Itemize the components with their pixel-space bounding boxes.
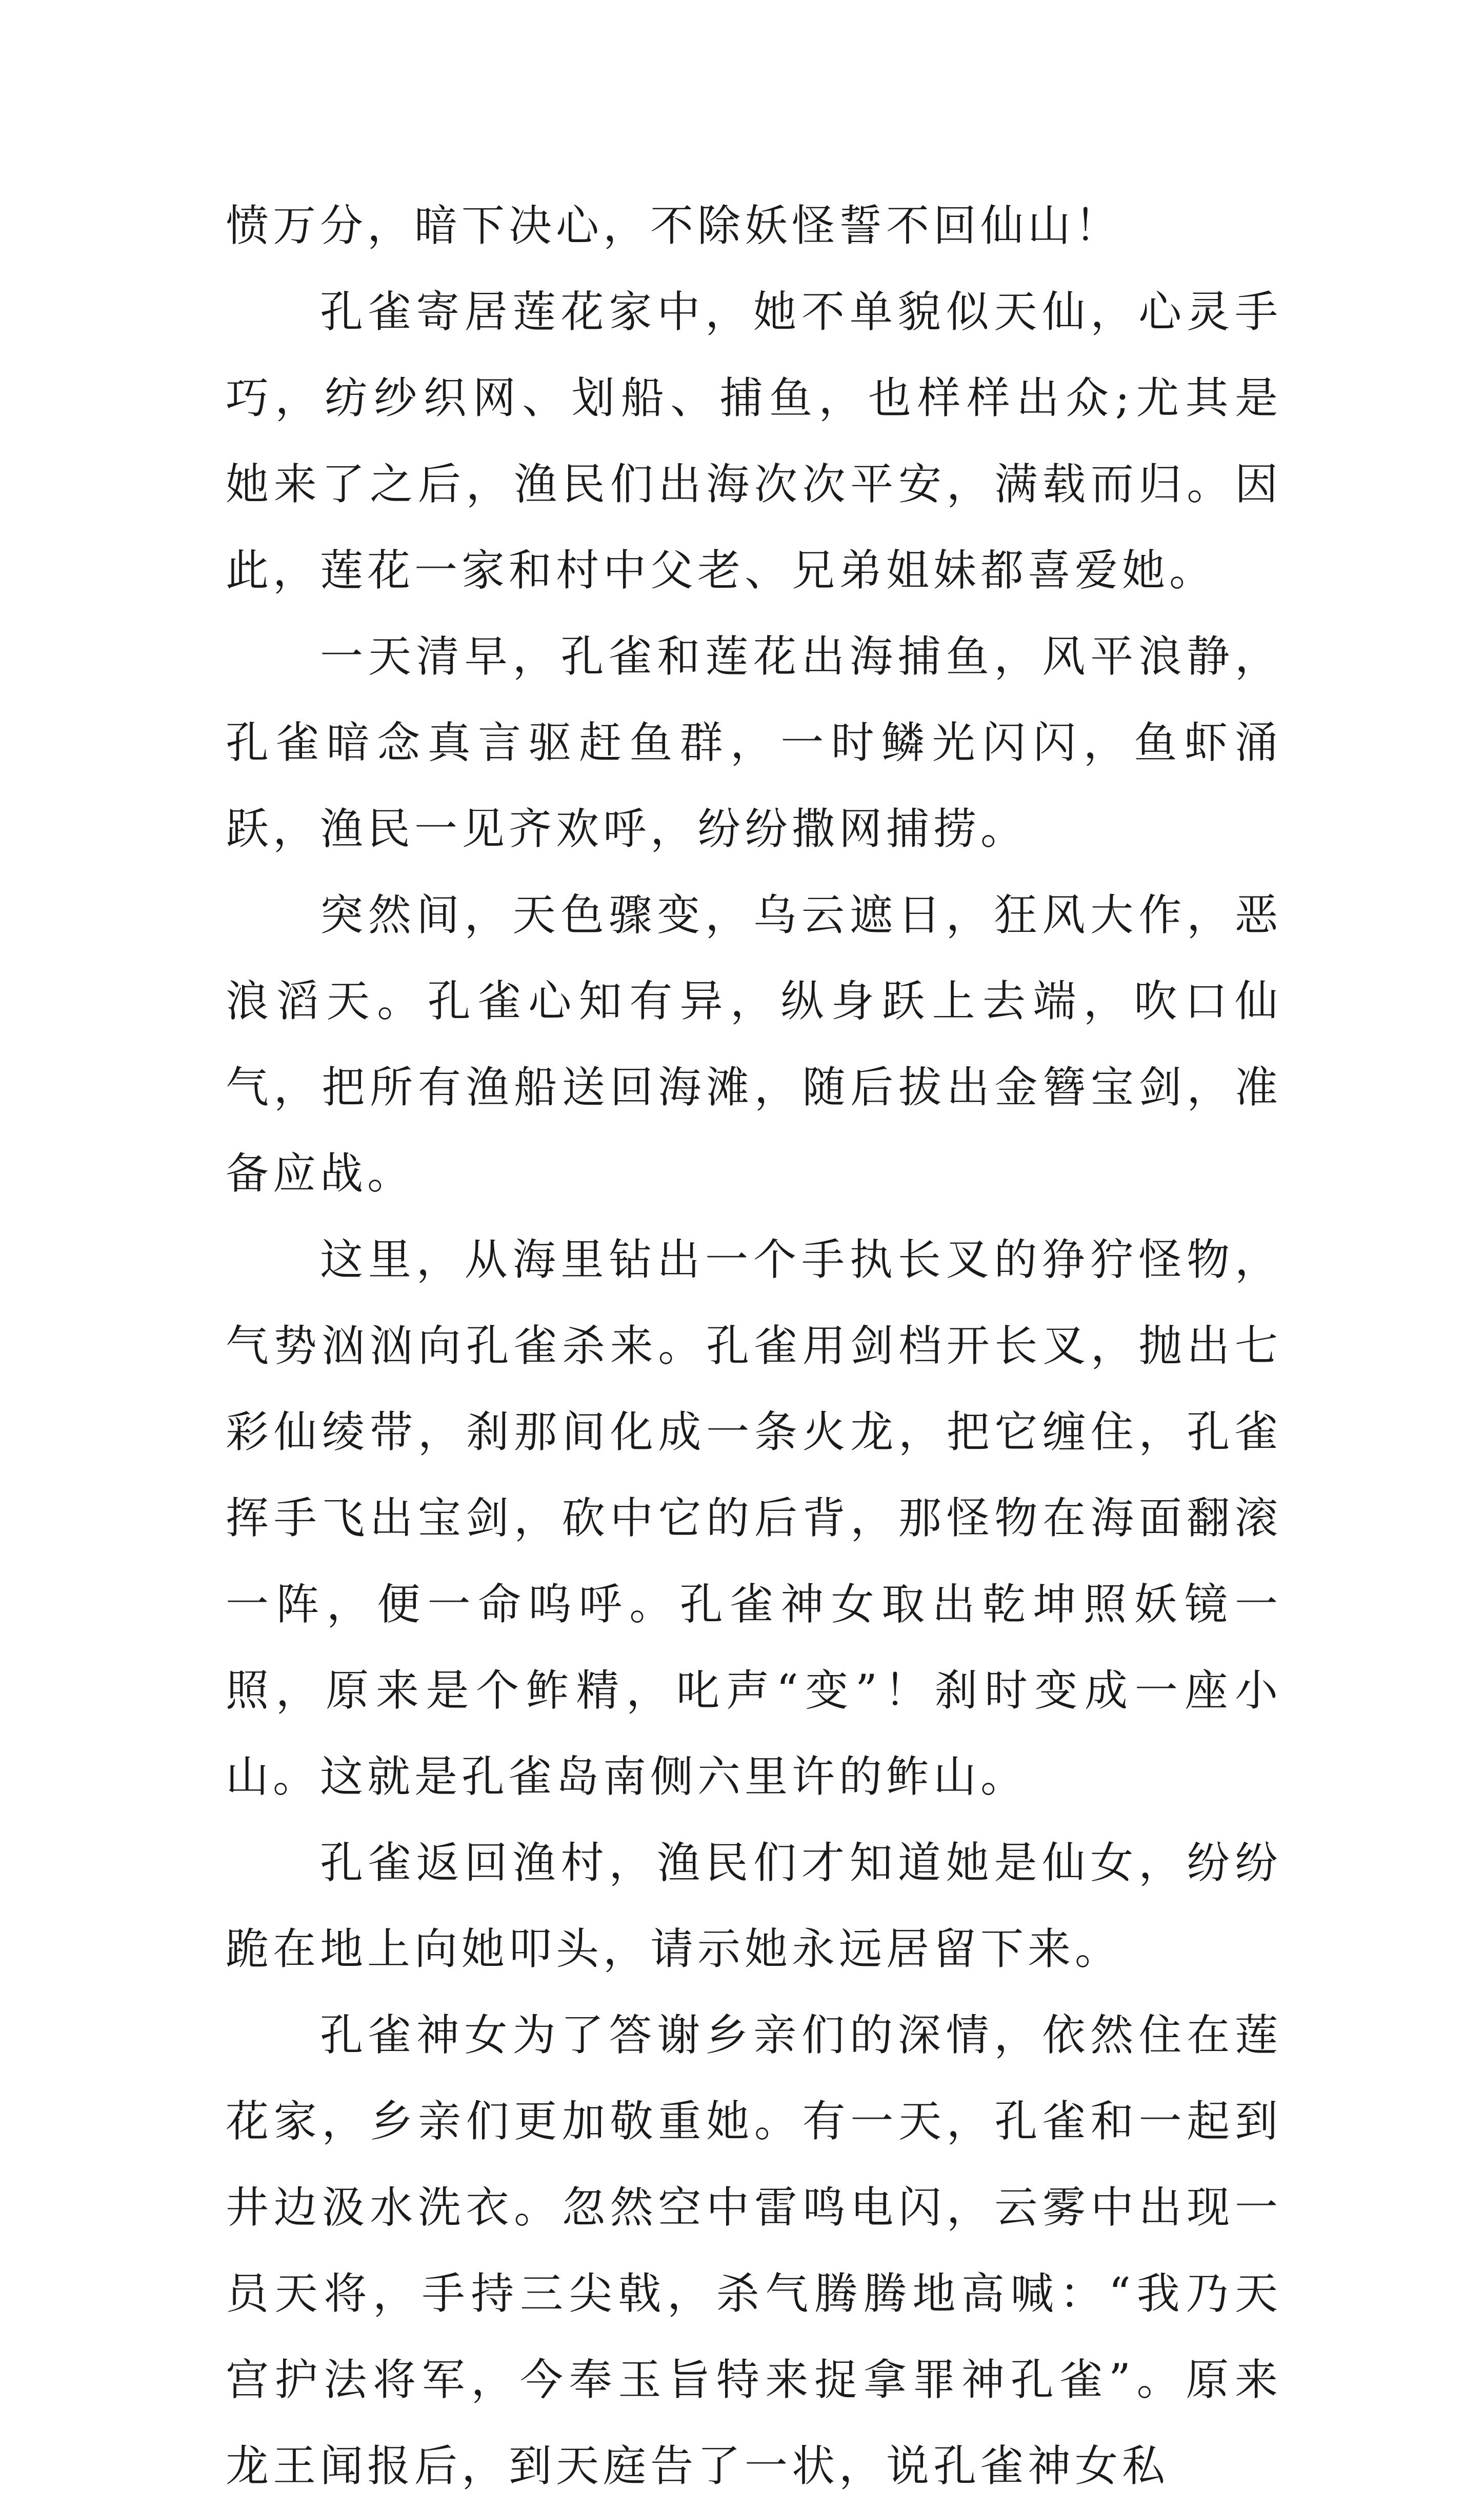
- paragraph: 孔雀寄居莲花家中，她不单貌似天仙，心灵手巧，纺纱织网、划船、捕鱼，也样样出众;尤其是她来了之后，渔民们出海次次平安，满载而归。因此，莲花一家和村中父老、兄弟姐妹都喜爱她。: [226, 287, 1282, 595]
- paragraph: 孔雀返回渔村，渔民们才知道她是仙女，纷纷跪在地上向她叩头，请示她永远居留下来。: [226, 1838, 1282, 1974]
- paragraph: 一天清早，孔雀和莲花出海捕鱼，风平浪静，孔雀暗念真言驱赶鱼群，一时鳞光闪闪，鱼虾涌跃，渔民一见齐欢呼，纷纷撒网捕捞。: [226, 631, 1282, 854]
- body-text: [226, 183, 1282, 2509]
- paragraph: 孔雀神女为了答谢乡亲们的深情，依然住在莲花家，乡亲们更加敬重她。有一天，孔雀和一起到井边汲水洗衣。忽然空中雷鸣电闪，云雾中出现一员天将，手持三尖戟，杀气腾腾地高喊：“我乃天宫护法将军，今奉玉旨特来捉拿罪神孔雀”。原来龙王闻报后，到天庭告了一状，说孔雀神女私: [226, 2010, 1282, 2491]
- paragraph: 这里，从海里钻出一个手执长叉的狰狞怪物，气势汹汹向孔雀杀来。孔雀用剑档开长叉，抛出七彩仙绫带，刹那间化成一条火龙，把它缠住，孔雀挥手飞出宝剑，砍中它的后背，那怪物在海面翻滚一阵，便一命呜呼。孔雀神女取出乾坤照妖镜一照，原来是个鲊精，叱声“变”！刹时变成一座小山。这就是孔雀岛南侧六里许的鲊山。: [226, 1234, 1282, 1802]
- paragraph-continuation: 愤万分，暗下决心，不除妖怪誓不回仙山！: [226, 201, 1122, 251]
- paragraph: 突然间，天色骤变，乌云遮日，狂风大作，恶浪滔天。孔雀心知有异，纵身跃上去端，吹口仙气，把所有渔船送回海滩，随后拔出金簪宝剑，准备应战。: [226, 890, 1282, 1199]
